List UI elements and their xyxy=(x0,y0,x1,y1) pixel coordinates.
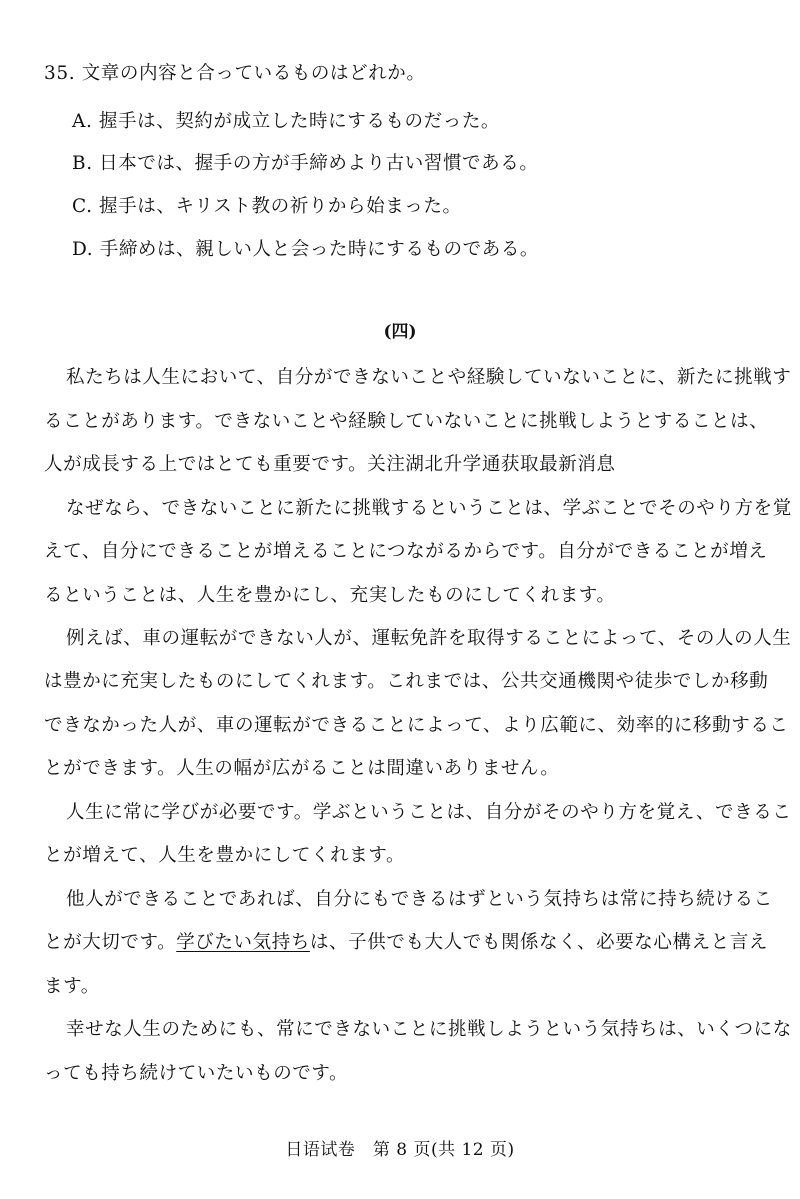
passage-line: えて、自分にできることが増えることにつながるからです。自分ができることが増え xyxy=(44,541,768,562)
option-a: A. 握手は、契約が成立した時にするものだった。 xyxy=(72,111,501,132)
passage-line: 他人ができることであれば、自分にもできるはずという気持ちは常に持ち続けるこ xyxy=(66,889,773,910)
option-c: C. 握手は、キリスト教の祈りから始まった。 xyxy=(72,196,462,217)
passage-line: なぜなら、できないことに新たに挑戦するということは、学ぶことでそのやり方を覚 xyxy=(66,498,792,519)
section-title: (四) xyxy=(383,322,417,342)
passage-line: 人生に常に学びが必要です。学ぶということは、自分がそのやり方を覚え、できるこ xyxy=(66,802,792,823)
passage-text: は、子供でも大人でも関係なく、必要な心構えと言え xyxy=(309,932,768,953)
passage-line: 幸せな人生のためにも、常にできないことに挑戦しようという気持ちは、いくつにな xyxy=(66,1019,792,1040)
passage-line: とができます。人生の幅が広がることは間違いありません。 xyxy=(44,758,560,779)
passage-line: るということは、人生を豊かにし、充実したものにしてくれます。 xyxy=(44,585,616,606)
passage-line: 人が成長する上ではとても重要です。关注湖北升学通获取最新消息 xyxy=(44,454,616,475)
passage-line: 私たちは人生において、自分ができないことや経験していないことに、新たに挑戦す xyxy=(66,367,792,388)
underlined-phrase: 学びたい気持ち xyxy=(176,932,310,953)
question-stem: 35. 文章の内容と合っているものはどれか。 xyxy=(44,63,426,84)
passage-line-with-underline xyxy=(44,931,768,955)
passage-line: できなかった人が、車の運転ができることによって、より広範に、効率的に移動するこ xyxy=(44,715,789,736)
option-d: D. 手締めは、親しい人と会った時にするものである。 xyxy=(72,239,540,260)
passage-line: ます。 xyxy=(44,976,100,997)
passage-line: っても持ち続けていたいものです。 xyxy=(44,1063,349,1084)
page-footer: 日语试卷 第 8 页(共 12 页) xyxy=(285,1140,515,1160)
passage-line: ることがあります。できないことや経験していないことに挑戦しようとすることは、 xyxy=(44,411,769,432)
passage-line: は豊かに充実したものにしてくれます。これまでは、公共交通機関や徒歩でしか移動 xyxy=(44,671,769,692)
option-b: B. 日本では、握手の方が手締めより古い習慣である。 xyxy=(72,153,539,174)
passage-line: とが増えて、人生を豊かにしてくれます。 xyxy=(44,845,406,866)
passage-line: 例えば、車の運転ができない人が、運転免許を取得することによって、その人の人生 xyxy=(66,628,792,649)
passage-text: とが大切です。 xyxy=(44,932,177,953)
